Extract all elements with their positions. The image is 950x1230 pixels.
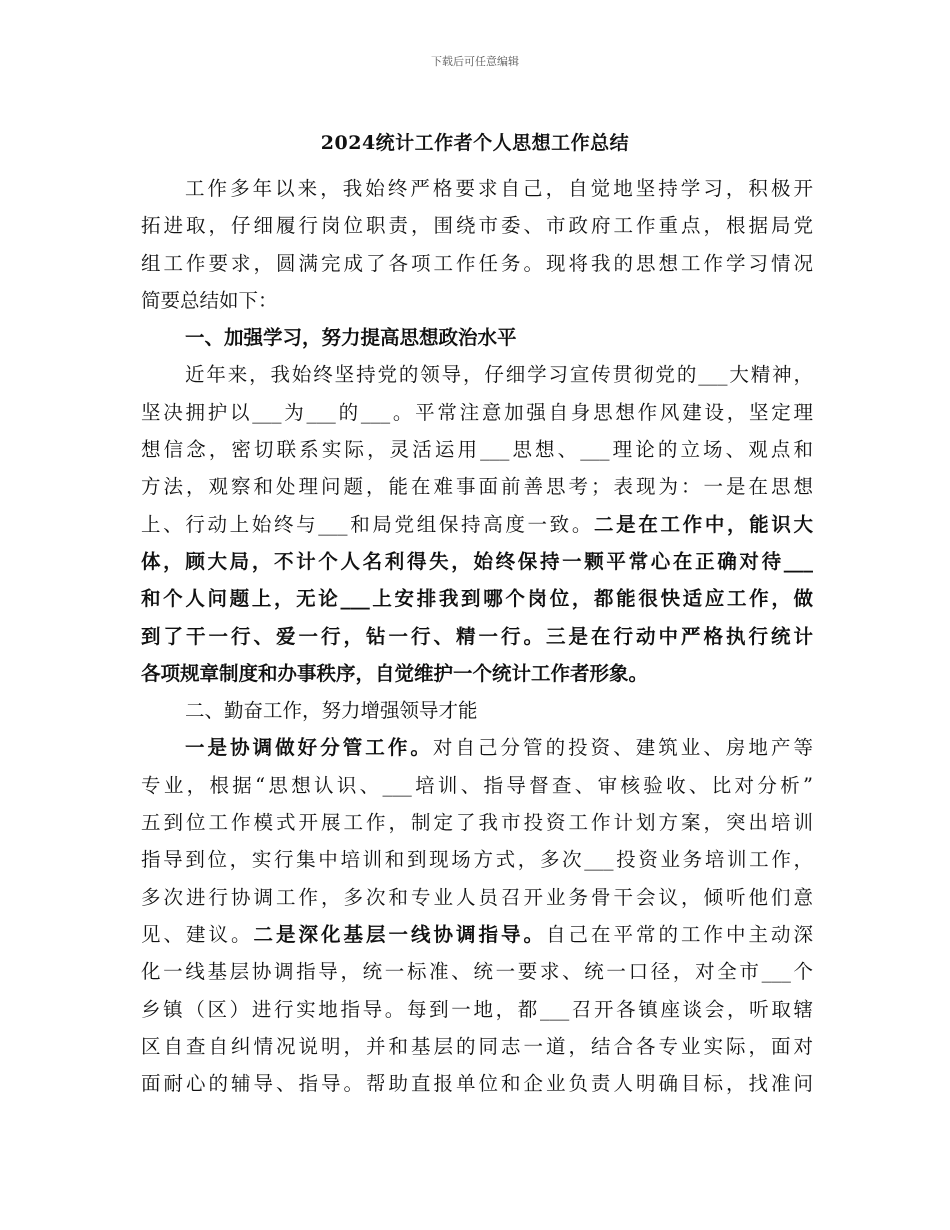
paragraph-line: 方法，观察和处理问题，能在难事面前善思考；表现为：一是在思想 <box>141 475 813 499</box>
paragraph-line: 和个人问题上，无论___上安排我到哪个岗位，都能很快适应工作，做 <box>141 587 813 611</box>
paragraph-line: 简要总结如下： <box>141 288 278 312</box>
paragraph-line: 专业，根据“思想认识、___培训、指导督查、审核验收、比对分析” <box>141 773 813 797</box>
paragraph-line: 想信念，密切联系实际，灵活运用___思想、___理论的立场、观点和 <box>141 438 813 462</box>
paragraph-line: 五到位工作模式开展工作，制定了我市投资工作计划方案，突出培训 <box>141 811 813 835</box>
paragraph-line: 各项规章制度和办事秩序，自觉维护一个统计工作者形象。 <box>141 661 649 685</box>
bold-text: 二是深化基层一线协调指导。 <box>253 922 546 946</box>
bold-text: 二是在工作中，能识大 <box>594 512 813 536</box>
paragraph-line: 面耐心的辅导、指导。帮助直报单位和企业负责人明确目标，找准问 <box>141 1072 813 1096</box>
paragraph-line: 化一线基层协调指导，统一标准、统一要求、统一口径，对全市___个 <box>141 960 813 984</box>
paragraph-line: 见、建议。二是深化基层一线协调指导。自己在平常的工作中主动深 <box>141 922 813 946</box>
paragraph-line: 一是协调做好分管工作。对自己分管的投资、建筑业、房地产等 <box>185 736 813 760</box>
paragraph-line: 乡镇（区）进行实地指导。每到一地，都___召开各镇座谈会，听取辖 <box>141 997 813 1021</box>
page-header: 下载后可任意编辑 <box>431 55 519 68</box>
section-heading-2: 二、勤奋工作，努力增强领导才能 <box>185 699 478 723</box>
paragraph-line: 近年来，我始终坚持党的领导，仔细学习宣传贯彻党的___大精神， <box>185 363 813 387</box>
paragraph-line: 指导到位，实行集中培训和到现场方式，多次___投资业务培训工作， <box>141 848 813 872</box>
paragraph-line: 工作多年以来，我始终严格要求自己，自觉地坚持学习，积极开 <box>185 177 813 200</box>
paragraph-line: 拓进取，仔细履行岗位职责，围绕市委、市政府工作重点，根据局党 <box>141 214 813 238</box>
paragraph-line: 上、行动上始终与___和局党组保持高度一致。二是在工作中，能识大 <box>141 512 813 536</box>
paragraph-line: 区自查自纠情况说明，并和基层的同志一道，结合各专业实际，面对 <box>141 1034 813 1058</box>
paragraph-line: 组工作要求，圆满完成了各项工作任务。现将我的思想工作学习情况 <box>141 251 813 275</box>
paragraph-line: 到了干一行、爱一行，钻一行、精一行。三是在行动中严格执行统计 <box>141 624 813 648</box>
document-body <box>141 170 813 1102</box>
section-heading-1: 一、加强学习，努力提高思想政治水平 <box>185 326 517 350</box>
paragraph-line: 体，顾大局，不计个人名利得失，始终保持一颗平常心在正确对待___ <box>141 549 813 573</box>
document-title: 2024统计工作者个人思想工作总结 <box>320 132 630 154</box>
bold-text: 一是协调做好分管工作。 <box>185 736 433 760</box>
paragraph-line: 多次进行协调工作，多次和专业人员召开业务骨干会议，倾听他们意 <box>141 885 813 909</box>
paragraph-line: 坚决拥护以___为___的___。平常注意加强自身思想作风建设，坚定理 <box>141 400 813 424</box>
